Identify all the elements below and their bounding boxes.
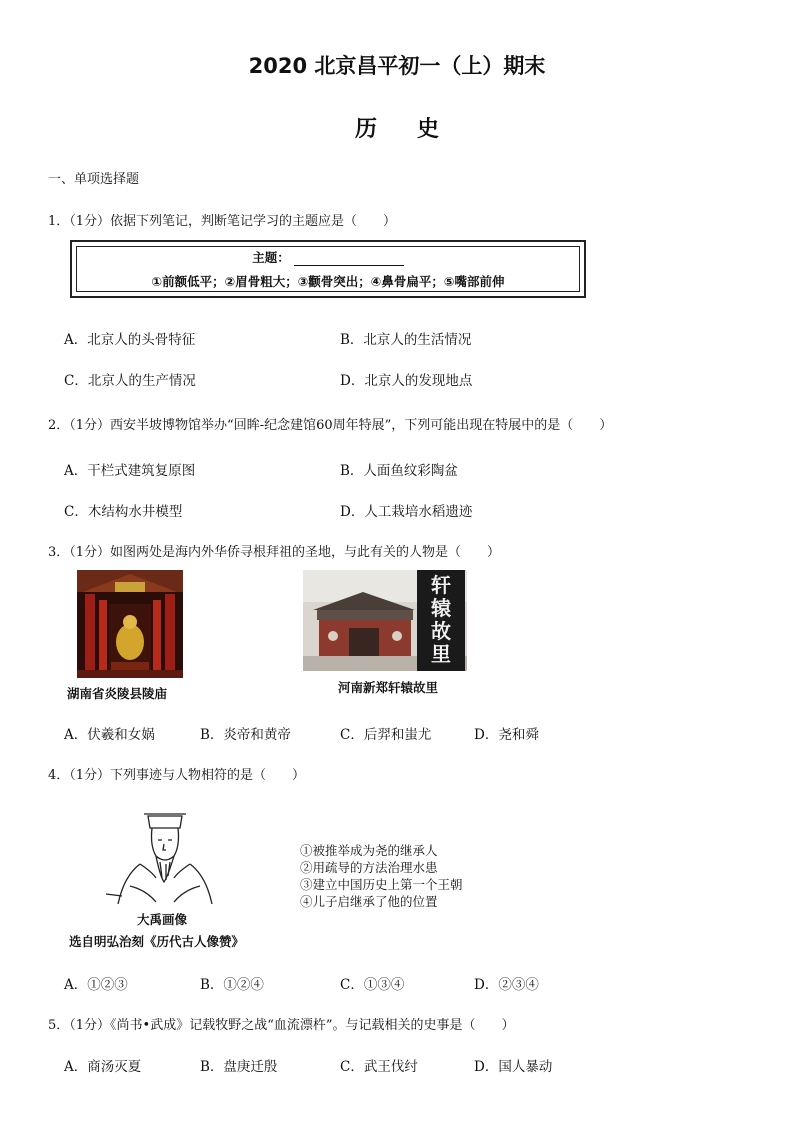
question-1-stem: 1．（1分）依据下列笔记，判断笔记学习的主题应是（ ） <box>48 214 397 229</box>
stele-char: 里 <box>431 642 451 666</box>
q4-option-b[interactable]: B．①②④ <box>200 977 264 993</box>
q3-option-b[interactable]: B．炎帝和黄帝 <box>200 727 291 743</box>
q5-option-d[interactable]: D．国人暴动 <box>474 1059 553 1075</box>
q2-option-c[interactable]: C．木结构水井模型 <box>64 504 183 520</box>
q1-option-d[interactable]: D．北京人的发现地点 <box>340 373 473 389</box>
q2-option-a[interactable]: A．干栏式建筑复原图 <box>64 463 196 479</box>
q1-note-features: ①前额低平；②眉骨粗大；③颧骨突出；④鼻骨扁平；⑤嘴部前伸 <box>151 274 505 289</box>
question-3-stem: 3．（1分）如图两处是海内外华侨寻根拜祖的圣地，与此有关的人物是（ ） <box>48 545 501 560</box>
stele-char: 辕 <box>431 596 451 620</box>
q4-fact-4: ④儿子启继承了他的位置 <box>300 894 438 909</box>
q1-note-topic-label: 主题： <box>252 250 290 265</box>
xuanyuan-stele-text <box>420 574 462 666</box>
q1-option-a[interactable]: A．北京人的头骨特征 <box>64 332 196 348</box>
q5-option-b[interactable]: B．盘庚迁殷 <box>200 1059 278 1075</box>
q4-portrait-source: 选自明弘治刻《历代古人像赞》 <box>69 934 245 949</box>
question-5-stem: 5．（1分）《尚书•武成》记载牧野之战“血流漂杵”。与记载相关的史事是（ ） <box>48 1018 515 1033</box>
xuanyuan-hometown-photo <box>303 570 467 671</box>
q1-option-c[interactable]: C．北京人的生产情况 <box>64 373 196 389</box>
q2-option-d[interactable]: D．人工栽培水稻遗迹 <box>340 504 473 520</box>
q4-fact-2: ②用疏导的方法治理水患 <box>300 860 438 875</box>
question-2-stem: 2．（1分）西安半坡博物馆举办“回眸-纪念建馆60周年特展”，下列可能出现在特展中的是（ ） <box>48 418 613 433</box>
q4-portrait-caption: 大禹画像 <box>137 912 188 927</box>
q3-option-c[interactable]: C．后羿和蚩尤 <box>340 727 432 743</box>
subject-heading: 历史 <box>354 117 479 142</box>
dayu-portrait <box>100 806 230 906</box>
q3-option-a[interactable]: A．伏羲和女娲 <box>64 727 155 743</box>
q5-option-c[interactable]: C．武王伐纣 <box>340 1059 418 1075</box>
q1-note-blank <box>294 253 404 266</box>
q3-image2-caption: 河南新郑轩辕故里 <box>338 680 439 695</box>
q3-image1-caption: 湖南省炎陵县陵庙 <box>67 686 168 701</box>
q5-option-a[interactable]: A．商汤灭夏 <box>64 1059 142 1075</box>
question-4-stem: 4．（1分）下列事迹与人物相符的是（ ） <box>48 768 306 783</box>
page-title: 2020 北京昌平初一（上）期末 <box>248 54 546 78</box>
q1-option-b[interactable]: B．北京人的生活情况 <box>340 332 472 348</box>
q1-note-topic <box>72 248 584 266</box>
q4-facts-list <box>300 842 463 910</box>
yanling-temple-photo <box>77 570 183 678</box>
q4-fact-1: ①被推举成为尧的继承人 <box>300 843 438 858</box>
stele-char: 故 <box>431 619 451 643</box>
q4-option-a[interactable]: A．①②③ <box>64 977 128 993</box>
stele-char: 轩 <box>431 573 451 597</box>
q4-option-c[interactable]: C．①③④ <box>340 977 405 993</box>
temple-illustration <box>77 570 183 678</box>
q4-fact-3: ③建立中国历史上第一个王朝 <box>300 877 463 892</box>
q3-option-d[interactable]: D．尧和舜 <box>474 727 539 743</box>
section-heading: 一、单项选择题 <box>48 172 140 187</box>
q1-notes-box <box>70 240 586 298</box>
q4-option-d[interactable]: D．②③④ <box>474 977 539 993</box>
q2-option-b[interactable]: B．人面鱼纹彩陶盆 <box>340 463 458 479</box>
dayu-line-drawing <box>100 806 230 906</box>
